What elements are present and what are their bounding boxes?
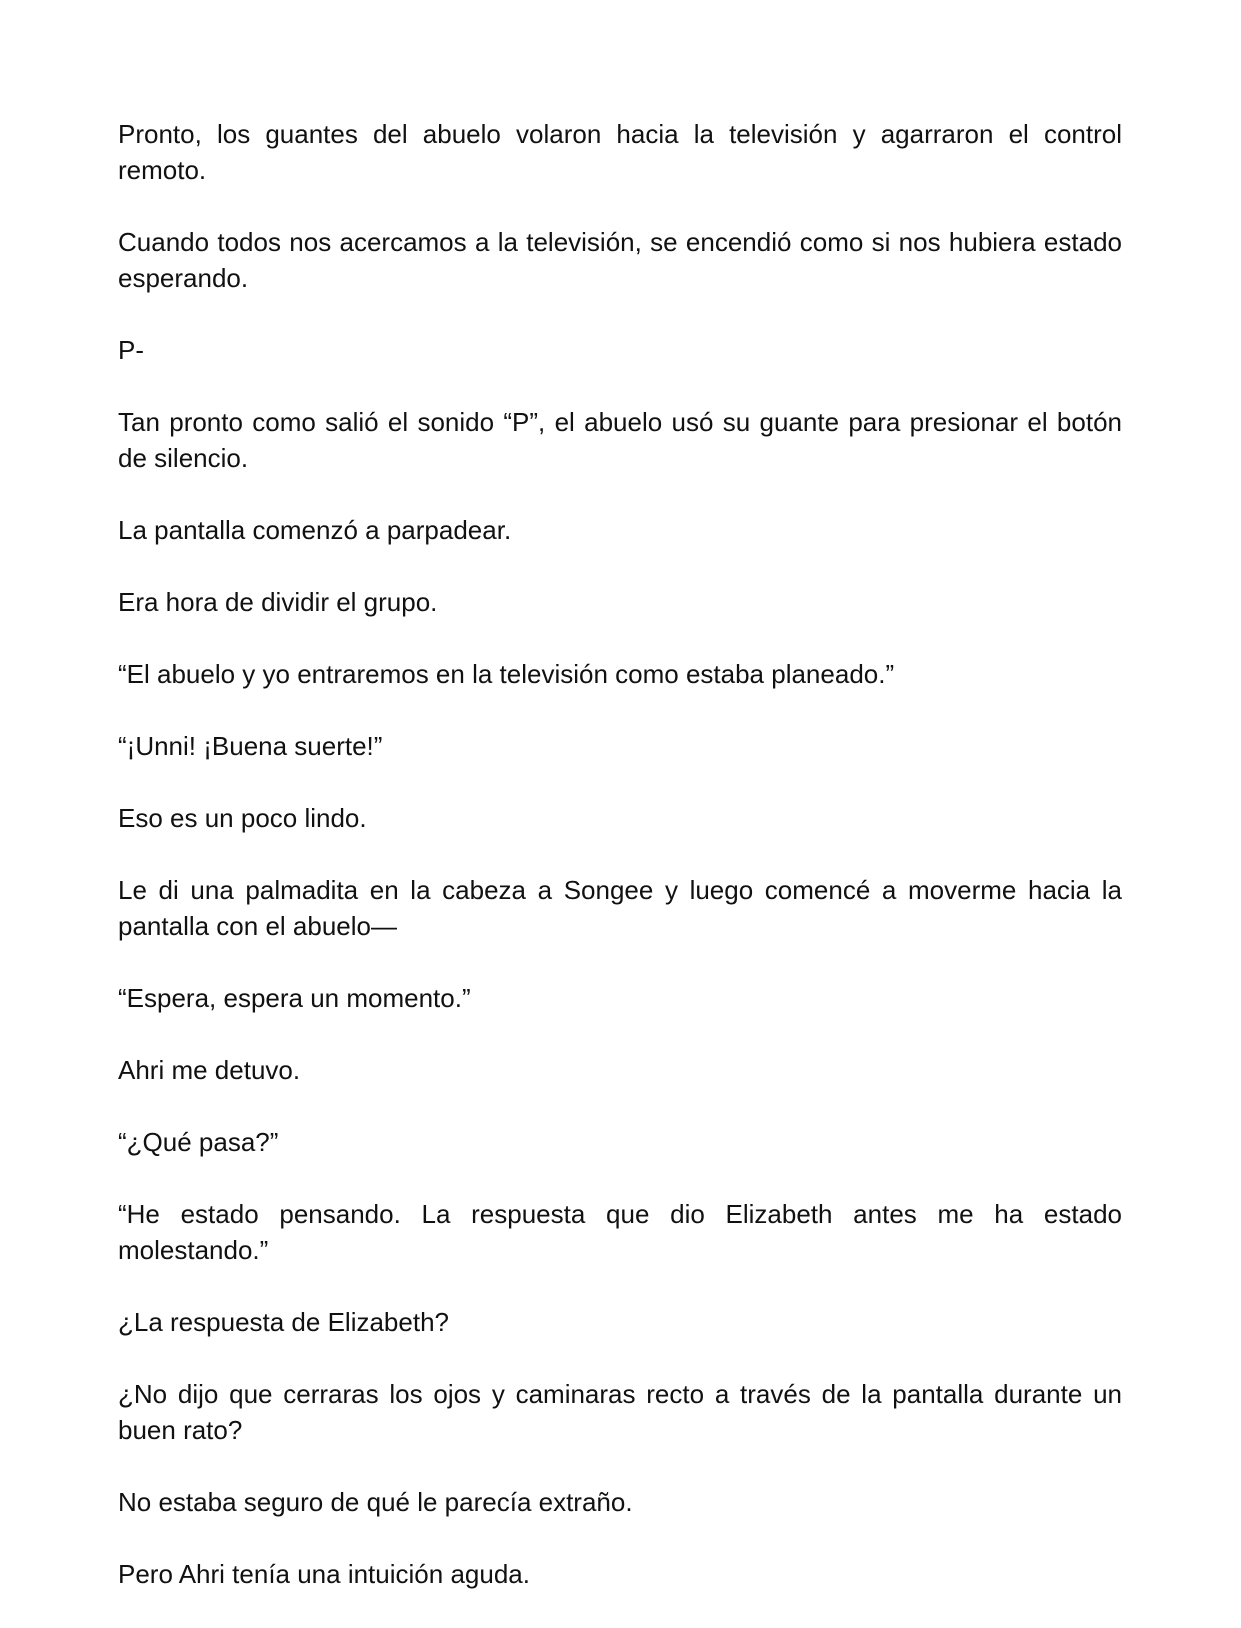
paragraph: No estaba seguro de qué le parecía extraño. <box>118 1487 633 1517</box>
paragraph: Era hora de dividir el grupo. <box>118 587 438 617</box>
paragraph: “El abuelo y yo entraremos en la televisión como estaba planeado.” <box>118 659 895 689</box>
paragraph: P- <box>118 335 144 365</box>
paragraph: Ahri me detuvo. <box>118 1055 301 1085</box>
paragraph: “He estado pensando. La respuesta que dio Elizabeth antes me ha estado molestando.” <box>118 1199 1122 1265</box>
paragraph: Tan pronto como salió el sonido “P”, el abuelo usó su guante para presionar el botón de silencio. <box>118 407 1122 473</box>
paragraph: Eso es un poco lindo. <box>118 803 367 833</box>
paragraph: “Espera, espera un momento.” <box>118 983 471 1013</box>
document-page <box>118 116 1122 1628</box>
paragraph: “¿Qué pasa?” <box>118 1127 279 1157</box>
paragraph: Pronto, los guantes del abuelo volaron hacia la televisión y agarraron el control remoto. <box>118 119 1122 185</box>
paragraph: ¿No dijo que cerraras los ojos y caminaras recto a través de la pantalla durante un buen rato? <box>118 1379 1122 1445</box>
paragraph: Le di una palmadita en la cabeza a Songee y luego comencé a moverme hacia la pantalla con el abuelo— <box>118 875 1122 941</box>
paragraph: ¿La respuesta de Elizabeth? <box>118 1307 449 1337</box>
paragraph: Cuando todos nos acercamos a la televisión, se encendió como si nos hubiera estado esperando. <box>118 227 1122 293</box>
paragraph: La pantalla comenzó a parpadear. <box>118 515 512 545</box>
paragraph: “¡Unni! ¡Buena suerte!” <box>118 731 383 761</box>
paragraph: Pero Ahri tenía una intuición aguda. <box>118 1559 530 1589</box>
